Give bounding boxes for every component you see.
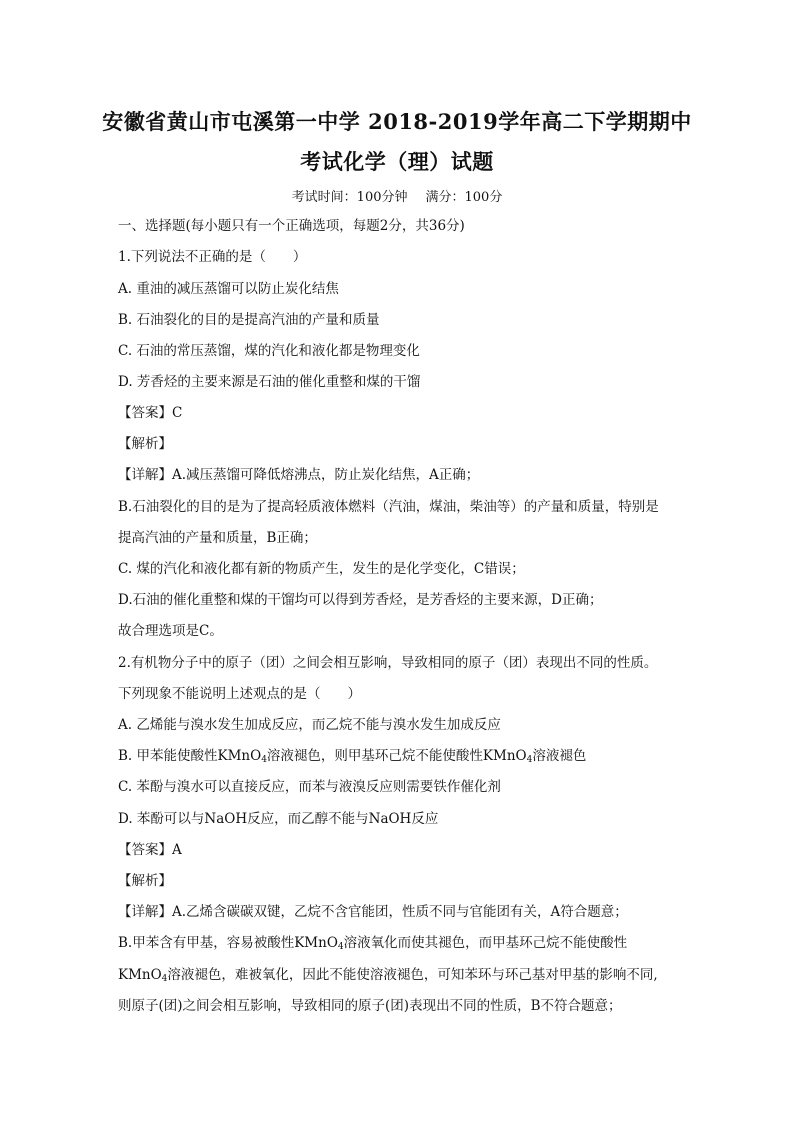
q2-detail-line: 【详解】A.乙烯含碳碳双键，乙烷不含官能团，性质不同与官能团有关，A符合题意； <box>118 904 628 920</box>
q1-option-d: D. 芳香烃的主要来源是石油的催化重整和煤的干馏 <box>118 374 421 390</box>
q2-detail-line: B.甲苯含有甲基，容易被酸性KMnO$_4$溶液氧化而使其褪色，而甲基环己烷不能使酸性 <box>118 935 628 952</box>
full-score: 满分：100分 <box>425 190 503 205</box>
q2-answer: 【答案】A <box>118 842 182 858</box>
doc-title-line2: 考试化学（理）试题 <box>300 149 494 174</box>
exam-info <box>80 186 714 205</box>
q2-stem: 2.有机物分子中的原子（团）之间会相互影响，导致相同的原子（团）表现出不同的性质。 <box>118 655 658 671</box>
q1-option-b: B. 石油裂化的目的是提高汽油的产量和质量 <box>118 312 380 328</box>
q1-detail-line: C. 煤的汽化和液化都有新的物质产生，发生的是化学变化，C错误； <box>118 561 525 577</box>
q2-option-a: A. 乙烯能与溴水发生加成反应，而乙烷不能与溴水发生加成反应 <box>118 717 501 733</box>
q1-stem: 1.下列说法不正确的是（ ） <box>118 249 307 265</box>
q2-option-d: D. 苯酚可以与NaOH反应，而乙醇不能与NaOH反应 <box>118 811 439 827</box>
q1-answer: 【答案】C <box>118 405 183 421</box>
q2-detail-line: KMnO$_4$溶液褪色，难被氧化，因此不能使溶液褪色，可知苯环与环己基对甲基的影响不同, <box>118 967 658 984</box>
q2-analysis-label: 【解析】 <box>118 873 172 889</box>
q1-detail-line: D.石油的催化重整和煤的干馏均可以得到芳香烃，是芳香烃的主要来源，D正确； <box>118 592 603 608</box>
q1-analysis-label: 【解析】 <box>118 436 172 452</box>
q1-option-c: C. 石油的常压蒸馏，煤的汽化和液化都是物理变化 <box>118 343 420 359</box>
q1-detail-line: 提高汽油的产量和质量，B正确； <box>118 530 317 546</box>
q2-option-c: C. 苯酚与溴水可以直接反应，而苯与液溴反应则需要铁作催化剂 <box>118 779 501 795</box>
q2-detail-line: 则原子(团)之间会相互影响，导致相同的原子(团)表现出不同的性质，B不符合题意； <box>118 998 622 1014</box>
doc-title-line1: 安徽省黄山市屯溪第一中学 2018-2019学年高二下学期期中 <box>102 109 692 134</box>
q1-detail-line: B.石油裂化的目的是为了提高轻质液体燃料（汽油，煤油，柴油等）的产量和质量，特别是 <box>118 499 659 515</box>
section-heading: 一、选择题(每小题只有一个正确选项，每题2分，共36分) <box>118 218 465 234</box>
q2-option-b: B. 甲苯能使酸性KMnO$_4$溶液褪色，则甲基环己烷不能使酸性KMnO$_4$溶液褪色 <box>118 748 587 765</box>
q1-option-a: A. 重油的减压蒸馏可以防止炭化结焦 <box>118 281 339 297</box>
exam-time: 考试时间：100分钟 <box>291 190 408 205</box>
q1-detail-line: 【详解】A.减压蒸馏可降低熔沸点，防止炭化结焦，A正确； <box>118 467 480 483</box>
q1-conclusion: 故合理选项是C。 <box>118 623 223 639</box>
q2-stem-cont: 下列现象不能说明上述观点的是（ ） <box>118 686 361 702</box>
